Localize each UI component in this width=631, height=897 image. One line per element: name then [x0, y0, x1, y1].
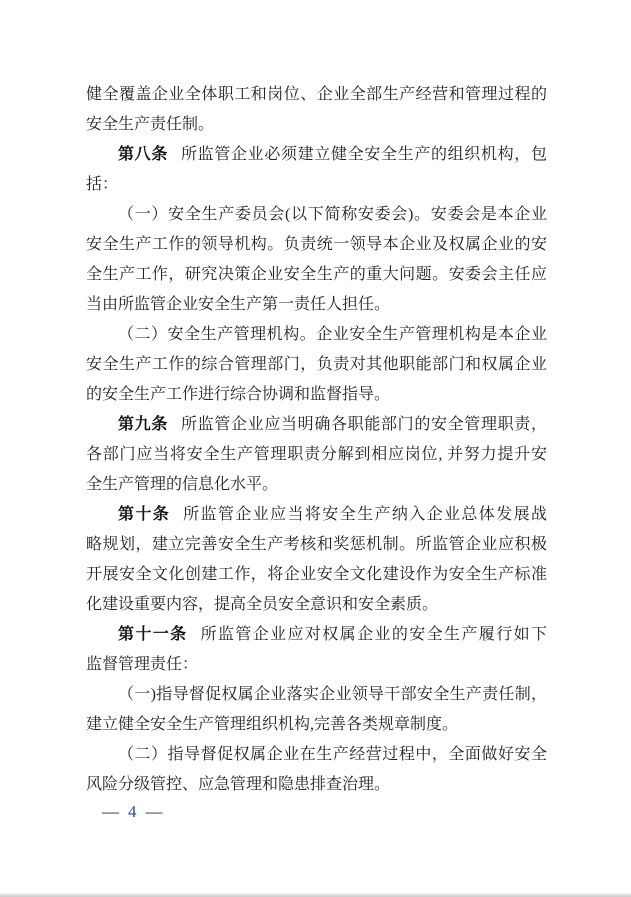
document-line: 各部门应当将安全生产管理职责分解到相应岗位, 并努力提升安 [86, 446, 547, 463]
document-line: 全生产管理的信息化水平。 [86, 476, 279, 493]
article-number: 第八条 [118, 146, 168, 163]
document-line: 全生产工作，研究决策企业安全生产的重大问题。安委会主任应 [86, 266, 547, 283]
article-number: 第十一条 [118, 626, 188, 643]
document-line: 化建设重要内容，提高全员安全意识和安全素质。 [86, 596, 439, 613]
document-line: （二）指导督促权属企业在生产经营过程中，全面做好安全 [118, 746, 547, 763]
document-line: 略规划，建立完善安全生产考核和奖惩机制。所监管企业应积极 [86, 536, 547, 553]
article-number: 第十条 [118, 506, 171, 523]
line-text: 所监管企业必须建立健全安全生产的组织机构，包 [181, 146, 547, 163]
document-line: （一)指导督促权属企业落实企业领导干部安全生产责任制， [118, 686, 547, 703]
article-number: 第九条 [118, 416, 168, 433]
line-text: 所监管企业应当明确各职能部门的安全管理职责， [181, 416, 547, 433]
document-line: 建立健全安全生产管理组织机构,完善各类规章制度。 [86, 716, 459, 733]
document-line [86, 410, 547, 440]
document-line: 安全生产工作的综合管理部门，负责对其他职能部门和权属企业 [86, 356, 547, 373]
document-line: 安全生产责任制。 [86, 116, 215, 133]
document-line [86, 620, 547, 650]
footer-dash-right: — [145, 802, 163, 821]
document-line: 风险分级管控、应急管理和隐患排查治理。 [86, 776, 391, 793]
page-footer [102, 801, 163, 823]
document-line [86, 140, 547, 170]
document-line: （二）安全生产管理机构。企业安全生产管理机构是本企业 [118, 326, 547, 343]
line-text: 所监管企业应当将安全生产纳入企业总体发展战 [183, 506, 547, 523]
page-edge-shadow [0, 893, 631, 897]
document-line: 开展安全文化创建工作，将企业安全文化建设作为安全生产标准 [86, 566, 547, 583]
document-line: 括： [86, 176, 119, 193]
page-number: 4 [128, 802, 137, 821]
document-line: 安全生产工作的领导机构。负责统一领导本企业及权属企业的安 [86, 236, 547, 253]
document-line: 监督管理责任： [86, 656, 199, 673]
line-text: 所监管企业应对权属企业的安全生产履行如下 [200, 626, 547, 643]
document-line: 的安全生产工作进行综合协调和监督指导。 [86, 386, 391, 403]
text-block [86, 80, 547, 800]
document-line: （一）安全生产委员会(以下简称安委会)。安委会是本企业 [118, 206, 547, 223]
footer-dash-left: — [102, 802, 119, 821]
document-line [86, 500, 547, 530]
document-line: 当由所监管企业安全生产第一责任人担任。 [86, 296, 391, 313]
document-line: 健全覆盖企业全体职工和岗位、企业全部生产经营和管理过程的 [86, 86, 547, 103]
